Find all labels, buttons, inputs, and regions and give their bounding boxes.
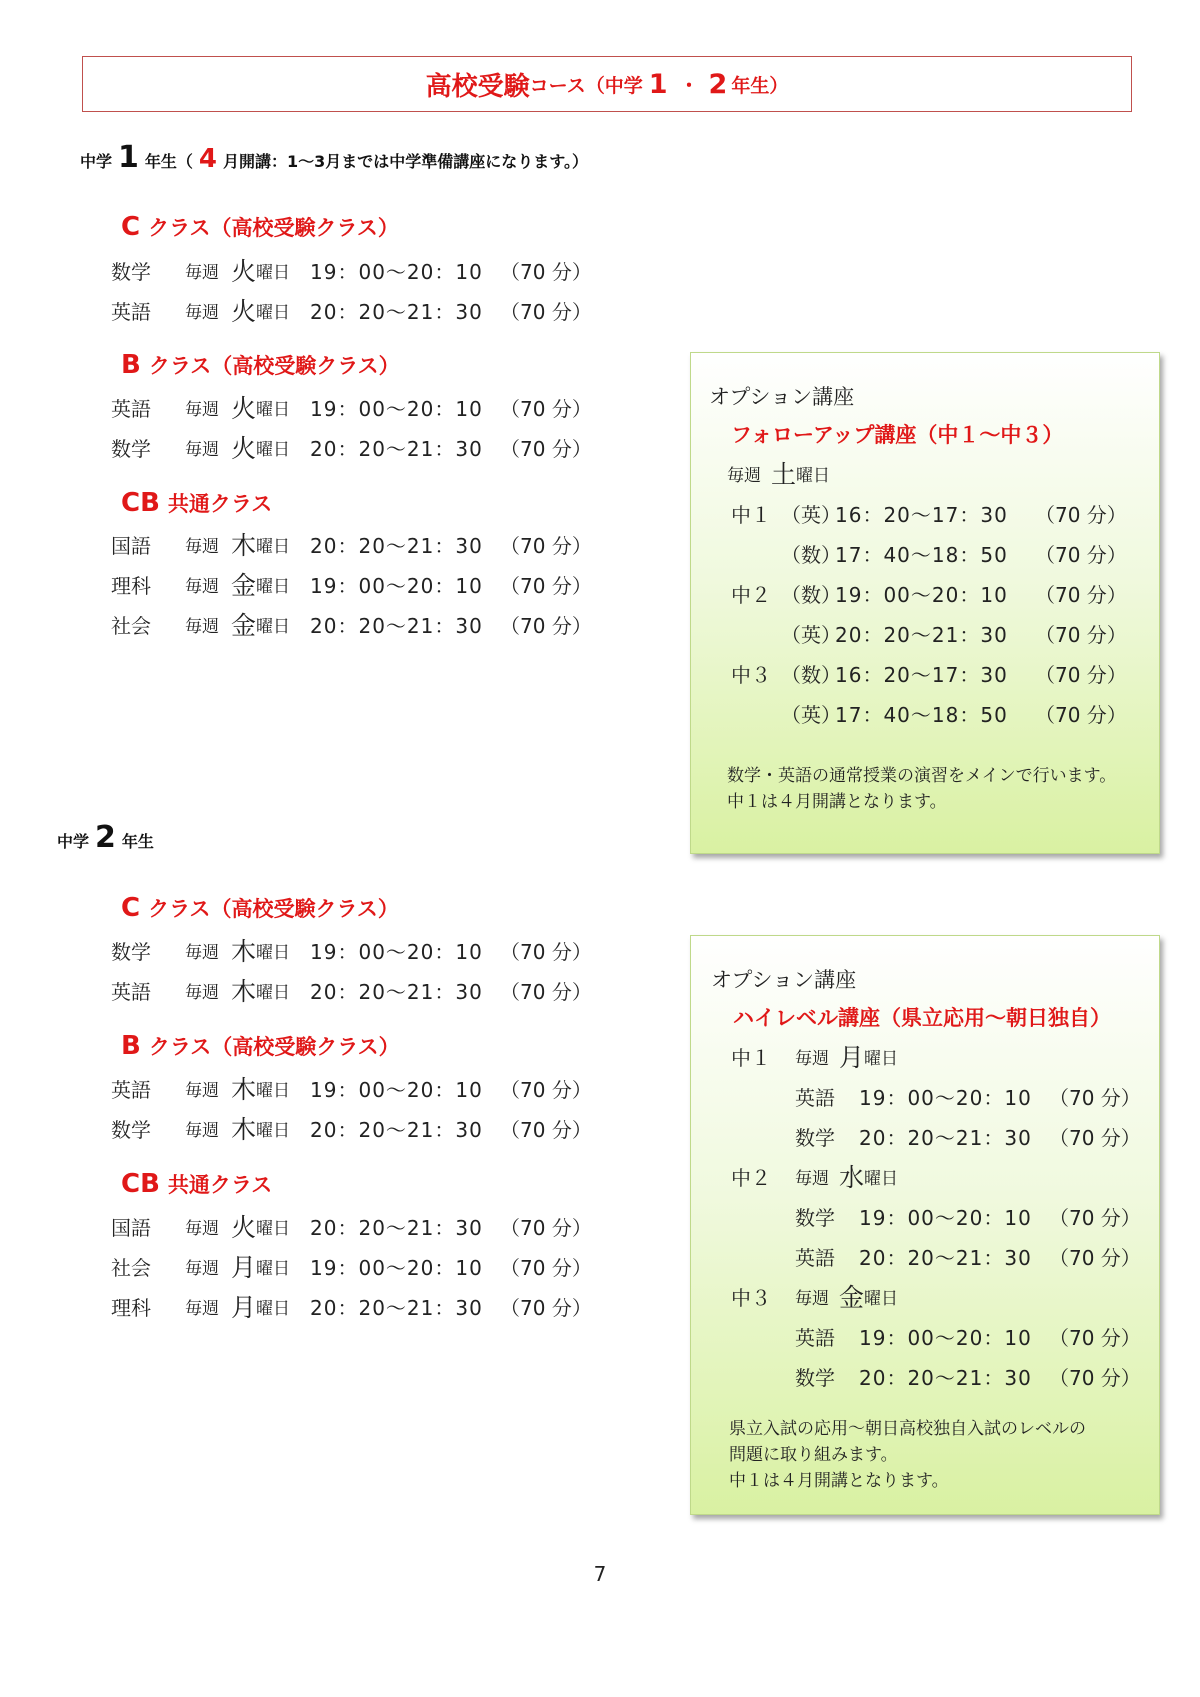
subject: 数学 [795,1125,835,1150]
schedule-row [111,290,592,330]
subject: 英語 [795,1245,835,1270]
duration: （70 分） [500,299,592,324]
option-row [731,693,1127,733]
schedule-row [111,930,592,970]
class-letter: C [121,212,141,242]
yobi: 曜日 [256,302,291,323]
schedule-row [111,1068,592,1108]
weekday: 木 [231,1075,257,1104]
schedule-row [111,604,592,644]
schedule-list [111,1068,592,1148]
weekday: 月 [839,1043,865,1072]
weekly: 毎週 [185,399,219,420]
weekly: 毎週 [185,302,219,323]
subject: 国語 [111,1215,151,1240]
weekly: 毎週 [185,439,219,460]
subject: 英語 [111,979,151,1004]
class-label: 共通クラス [167,1173,273,1197]
option-row [731,573,1127,613]
option-note: 中１は４月開講となります。 [729,1471,949,1491]
weekly: 毎週 [185,262,219,283]
duration: （70 分） [500,1077,592,1102]
weekly: 毎週 [185,576,219,597]
yobi: 曜日 [256,399,291,420]
weekday: 火 [231,434,257,463]
title-grade-2: 2 [708,68,728,100]
class-letter: CB [121,488,160,518]
option-group-header [731,1156,1141,1196]
subject: 理科 [111,1295,151,1320]
yobi: 曜日 [864,1288,899,1309]
subject: 数学 [111,259,151,284]
subject: 数学 [111,436,151,461]
weekly: 毎週 [727,465,761,486]
class-label: クラス（高校受験クラス） [148,216,399,240]
subject: （英） [781,622,841,647]
schedule-row [111,1206,592,1246]
time-range: 20：20～21：30 [310,613,483,638]
time-range: 20：20～21：30 [859,1245,1032,1270]
time-range: 19：00～20：10 [310,573,483,598]
time-range: 19：00～20：10 [835,582,1008,607]
weekly: 毎週 [185,982,219,1003]
duration: （70 分） [1035,502,1127,527]
subject: 国語 [111,533,151,558]
grade2-prefix: 中学 [57,832,90,851]
duration: （70 分） [500,1295,592,1320]
class-label: クラス（高校受験クラス） [148,354,400,378]
option-notes [727,763,1116,815]
class-heading [121,350,400,380]
grade2-suffix: 年生 [121,832,154,851]
grade-label: 中１ [731,1045,771,1070]
class-letter: B [121,1031,141,1061]
time-range: 20：20～21：30 [859,1125,1032,1150]
time-range: 17：40～18：50 [835,542,1008,567]
yobi: 曜日 [256,1120,291,1141]
grade-label: 中２ [731,1165,771,1190]
subject: （英） [781,702,841,727]
schedule-row [111,1286,592,1326]
option-title: ハイレベル講座（県立応用～朝日独自） [733,1006,1111,1030]
duration: （70 分） [1049,1245,1141,1270]
yobi: 曜日 [256,536,291,557]
weekday: 木 [231,1115,257,1144]
weekly: 毎週 [185,942,219,963]
title-suffix: 年生） [731,74,789,97]
subject: 英語 [111,1077,151,1102]
class-heading [121,893,399,923]
weekly: 毎週 [185,1298,219,1319]
grade2-num: 2 [95,820,116,855]
weekday: 木 [231,937,257,966]
subject: 理科 [111,573,151,598]
duration: （70 分） [500,1255,592,1280]
option-note: 県立入試の応用～朝日高校独自入試のレベルの [729,1419,1086,1439]
grade2-heading [57,820,154,855]
time-range: 19：00～20：10 [310,259,483,284]
weekday: 火 [231,1213,257,1242]
schedule-row [111,564,592,604]
option-box-high-level [690,935,1160,1515]
time-range: 20：20～21：30 [310,1295,483,1320]
time-range: 19：00～20：10 [859,1325,1032,1350]
weekly: 毎週 [185,1258,219,1279]
subject: （数） [781,582,841,607]
yobi: 曜日 [256,576,291,597]
duration: （70 分） [1049,1205,1141,1230]
weekly: 毎週 [185,1218,219,1239]
option-row [731,1196,1141,1236]
duration: （70 分） [500,533,592,558]
grade1-prefix: 中学 [80,152,113,171]
duration: （70 分） [1049,1125,1141,1150]
option-title: フォローアップ講座（中１～中３） [731,423,1064,447]
weekly: 毎週 [795,1168,829,1189]
weekday: 金 [839,1283,865,1312]
title-paren: （中学 [585,74,643,97]
time-range: 20：20～21：30 [835,622,1008,647]
option-row [731,493,1127,533]
yobi: 曜日 [796,465,831,486]
option-row [731,1116,1141,1156]
time-range: 20：20～21：30 [310,533,483,558]
duration: （70 分） [500,939,592,964]
yobi: 曜日 [256,262,291,283]
duration: （70 分） [500,259,592,284]
time-range: 19：00～20：10 [859,1205,1032,1230]
option-group-list [731,1036,1141,1396]
class-heading [121,212,399,242]
time-range: 16：20～17：30 [835,662,1008,687]
weekly: 毎週 [185,1120,219,1141]
time-range: 16：20～17：30 [835,502,1008,527]
option-box-follow-up [690,352,1160,854]
title-course: コース [529,74,586,97]
weekday: 木 [231,977,257,1006]
yobi: 曜日 [256,1298,291,1319]
schedule-row [111,387,592,427]
weekday: 月 [231,1253,257,1282]
schedule-list [111,1206,592,1326]
schedule-row [111,250,592,290]
time-range: 20：20～21：30 [310,1117,483,1142]
grade-label: 中３ [731,662,771,687]
time-range: 19：00～20：10 [310,396,483,421]
option-label: オプション講座 [711,968,857,992]
weekly: 毎週 [185,536,219,557]
time-range: 19：00～20：10 [310,1255,483,1280]
schedule-list [111,524,592,644]
option-note: 数学・英語の通常授業の演習をメインで行います。 [727,766,1117,786]
duration: （70 分） [1035,702,1127,727]
time-range: 20：20～21：30 [310,1215,483,1240]
yobi: 曜日 [256,982,291,1003]
subject: 英語 [795,1325,835,1350]
subject: （英） [781,502,841,527]
weekday: 水 [839,1163,865,1192]
yobi: 曜日 [256,1080,291,1101]
weekday: 木 [231,531,257,560]
schedule-row [111,1108,592,1148]
class-letter: C [121,893,141,923]
option-schedule-list [731,493,1127,733]
time-range: 17：40～18：50 [835,702,1008,727]
grade-label: 中３ [731,1285,771,1310]
subject: 数学 [795,1205,835,1230]
class-label: クラス（高校受験クラス） [148,1035,400,1059]
duration: （70 分） [1049,1325,1141,1350]
grade1-num: 1 [118,140,139,175]
page-number: 7 [593,1562,607,1586]
weekday: 金 [231,571,257,600]
weekday: 月 [231,1293,257,1322]
time-range: 20：20～21：30 [859,1365,1032,1390]
grade1-suffix: 年生（ [144,152,193,171]
title-main: 高校受験 [425,71,530,102]
class-letter: B [121,350,141,380]
yobi: 曜日 [256,942,291,963]
yobi: 曜日 [256,1258,291,1279]
time-range: 20：20～21：30 [310,299,483,324]
schedule-list [111,387,592,467]
option-row [731,1076,1141,1116]
yobi: 曜日 [256,616,291,637]
class-heading [121,1031,400,1061]
subject: 数学 [795,1365,835,1390]
grade-label: 中１ [731,502,771,527]
option-row [731,1356,1141,1396]
time-range: 19：00～20：10 [310,1077,483,1102]
yobi: 曜日 [864,1168,899,1189]
grade-label: 中２ [731,582,771,607]
subject: 英語 [111,396,151,421]
schedule-row [111,524,592,564]
class-heading [121,488,272,518]
subject: 英語 [111,299,151,324]
duration: （70 分） [500,979,592,1004]
title-grade-1: 1 [648,68,668,100]
option-row [731,533,1127,573]
schedule-list [111,250,592,330]
class-heading [121,1169,272,1199]
option-group-header [731,1036,1141,1076]
subject: （数） [781,542,841,567]
duration: （70 分） [1035,662,1127,687]
yobi: 曜日 [256,1218,291,1239]
weekday: 土 [771,460,797,489]
duration: （70 分） [1049,1085,1141,1110]
weekday: 金 [231,611,257,640]
schedule-row [111,1246,592,1286]
time-range: 20：20～21：30 [310,979,483,1004]
subject: 英語 [795,1085,835,1110]
option-note: 問題に取り組みます。 [729,1445,898,1465]
subject: （数） [781,662,841,687]
duration: （70 分） [500,573,592,598]
yobi: 曜日 [864,1048,899,1069]
weekly: 毎週 [795,1048,829,1069]
schedule-row [111,970,592,1010]
duration: （70 分） [500,613,592,638]
option-label: オプション講座 [709,385,855,409]
yobi: 曜日 [256,439,291,460]
weekly: 毎週 [185,1080,219,1101]
schedule-row [111,427,592,467]
subject: 数学 [111,1117,151,1142]
weekly: 毎週 [185,616,219,637]
weekday: 火 [231,394,257,423]
grade1-heading [80,140,588,175]
option-group-header [731,1276,1141,1316]
grade1-note: 月開講：1～3月までは中学準備講座になります。） [223,152,588,171]
duration: （70 分） [1035,622,1127,647]
option-row [731,1316,1141,1356]
time-range: 20：20～21：30 [310,436,483,461]
option-row [731,1236,1141,1276]
option-notes [729,1416,1086,1494]
weekday: 火 [231,297,257,326]
duration: （70 分） [1049,1365,1141,1390]
duration: （70 分） [500,1215,592,1240]
duration: （70 分） [500,1117,592,1142]
option-note: 中１は４月開講となります。 [727,792,947,812]
time-range: 19：00～20：10 [310,939,483,964]
duration: （70 分） [1035,582,1127,607]
subject: 数学 [111,939,151,964]
duration: （70 分） [500,436,592,461]
subject: 社会 [111,613,151,638]
weekly: 毎週 [795,1288,829,1309]
grade1-month: 4 [198,144,217,174]
class-label: 共通クラス [167,492,273,516]
time-range: 19：00～20：10 [859,1085,1032,1110]
weekday: 火 [231,257,257,286]
subject: 社会 [111,1255,151,1280]
option-row [731,613,1127,653]
page-title-box [82,56,1132,112]
class-letter: CB [121,1169,160,1199]
duration: （70 分） [1035,542,1127,567]
title-dot: ・ [679,74,699,97]
option-day-line [727,453,830,493]
option-row [731,653,1127,693]
class-label: クラス（高校受験クラス） [148,897,399,921]
schedule-list [111,930,592,1010]
duration: （70 分） [500,396,592,421]
